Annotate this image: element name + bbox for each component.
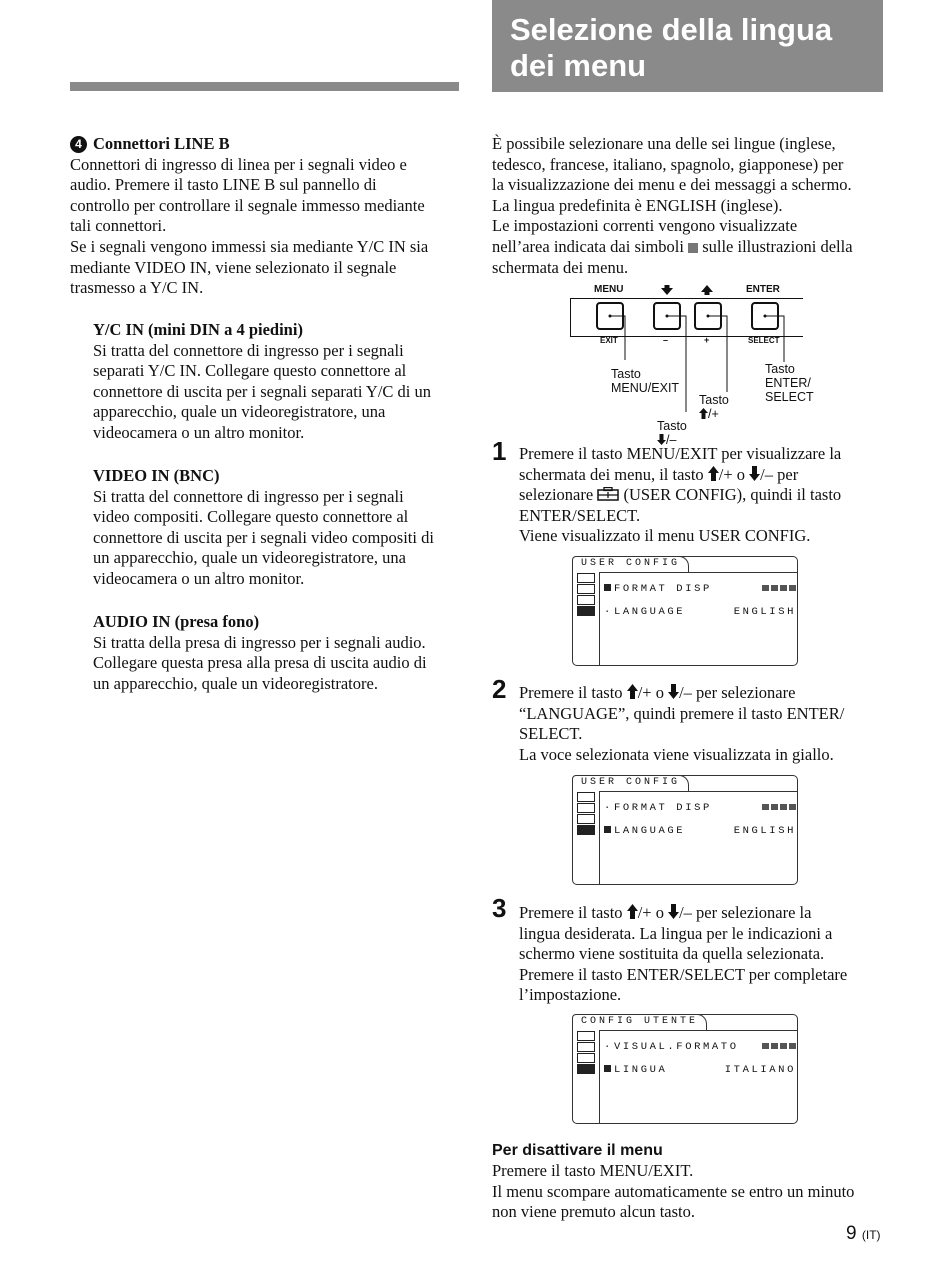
body-line: non viene premuto alcun tasto.: [492, 1202, 695, 1222]
audio-in-block: [93, 612, 465, 694]
audio-in-line: un apparecchio, quale un videoregistratore.: [93, 673, 378, 693]
intro-line: È possibile selezionare una delle sei lingue (inglese,: [492, 134, 836, 153]
down-arrow-icon: [660, 285, 674, 296]
subsection-title: Per disattivare il menu: [492, 1142, 663, 1159]
video-in-title: VIDEO IN (BNC): [93, 466, 220, 485]
audio-in-line: Collegare questa presa alla presa di uscita audio di: [93, 653, 427, 673]
step-line: Premere il tasto MENU/EXIT per visualizzare la: [519, 444, 842, 463]
section-line: controllo per controllare il segnale immesso mediante: [70, 195, 425, 215]
step-number: 3: [492, 893, 507, 923]
up-arrow-icon: [627, 904, 638, 919]
enter-label: ENTER: [746, 284, 780, 295]
picture-icon: [577, 792, 595, 802]
plus-box-icon: [577, 595, 595, 605]
up-arrow-icon: [627, 684, 638, 699]
plus-box-icon: [577, 814, 595, 824]
plus-box-icon: [577, 1053, 595, 1063]
intro-line: Le impostazioni correnti vengono visualizzate: [492, 216, 798, 236]
toolbox-icon: [577, 606, 595, 616]
audio-in-title: AUDIO IN (presa fono): [93, 612, 260, 631]
toolbox-icon: [577, 1064, 595, 1074]
value-fill-icon: [760, 583, 796, 595]
screen-tab: USER CONFIG: [572, 556, 689, 572]
exit-label: EXIT: [600, 336, 618, 345]
left-column: [70, 134, 465, 299]
step3-text: [519, 903, 889, 1006]
yc-in-line: Si tratta del connettore di ingresso per i segnali: [93, 340, 404, 360]
menu-screen-user-config: [572, 556, 798, 666]
intro-text: [492, 134, 887, 278]
intro-line: nell’area indicata dai simboli sulle illustrazioni della: [492, 236, 853, 256]
intro-line: la visualizzazione dei menu e dei messaggi a schermo.: [492, 175, 852, 195]
screen-body: [599, 572, 798, 666]
step-line: lingua desiderata. La lingua per le indicazioni a: [519, 923, 833, 943]
step-line: l’impostazione.: [519, 985, 622, 1005]
screen-body: [599, 1030, 798, 1124]
page-title: [492, 0, 883, 92]
disable-menu-section: [492, 1140, 887, 1223]
screen-row: LANGUAGE ENGLISH: [604, 825, 796, 837]
minus-label: –: [663, 335, 669, 345]
section-line: Connettori di ingresso di linea per i segnali video e: [70, 154, 407, 174]
video-in-line: un apparecchio, quale un videoregistratore, una: [93, 548, 406, 568]
video-in-line: videocamera o un altro monitor.: [93, 568, 305, 588]
up-arrow-icon: [700, 285, 714, 296]
body-line: Premere il tasto MENU/EXIT.: [492, 1161, 694, 1180]
menu-label: MENU: [594, 284, 624, 295]
toolbox-icon: [577, 825, 595, 835]
screen-row: LINGUA ITALIANO: [604, 1064, 796, 1076]
menu-icon: [577, 803, 595, 813]
yc-in-line: apparecchio, quale un videoregistratore, una: [93, 402, 386, 422]
menu-screen-user-config-language: [572, 775, 798, 885]
menu-screen-config-utente: [572, 1014, 798, 1124]
step-number: 1: [492, 436, 507, 466]
picture-icon: [577, 1031, 595, 1041]
audio-in-line: Si tratta della presa di ingresso per i segnali audio.: [93, 632, 426, 652]
video-in-line: connettore di uscita per i segnali video compositi di: [93, 527, 434, 547]
page-title-line1: Selezione della lingua: [510, 12, 833, 47]
step-line: SELECT.: [519, 724, 583, 744]
up-arrow-icon: [708, 466, 719, 481]
step2-text: [519, 683, 889, 765]
yc-in-line: connettore di uscita per i segnali separati Y/C di un: [93, 381, 432, 401]
toolbox-icon: [597, 487, 619, 501]
screen-icon-column: [577, 1031, 599, 1075]
step-line: “LANGUAGE”, quindi premere il tasto ENTER/: [519, 703, 845, 723]
select-label: SELECT: [748, 336, 780, 345]
intro-line: schermata dei menu.: [492, 257, 629, 277]
picture-icon: [577, 573, 595, 583]
header-rule: [70, 82, 459, 91]
video-in-block: [93, 466, 465, 590]
section-title: Connettori LINE B: [93, 134, 230, 153]
screen-row: FORMAT DISP: [604, 583, 796, 595]
callout-menu-exit: Tasto MENU/EXIT: [611, 367, 680, 395]
yc-in-line: videocamera o un altro monitor.: [93, 422, 305, 442]
screen-row: ·VISUAL.FORMATO: [604, 1041, 796, 1053]
step-line: schermo viene sostituita da quella selezionata.: [519, 944, 825, 964]
step-line: ENTER/SELECT.: [519, 505, 641, 525]
screen-body: [599, 791, 798, 885]
section-line: mediante VIDEO IN, viene selezionato il segnale: [70, 257, 397, 277]
callout-down: Tasto /–: [657, 419, 687, 447]
page-title-line2: dei menu: [510, 48, 647, 83]
step-line: Premere il tasto /+ o /– per selezionare: [519, 683, 796, 702]
section-heading: [70, 134, 465, 155]
plus-label: +: [704, 335, 710, 345]
screen-icon-column: [577, 573, 599, 617]
step-line: La voce selezionata viene visualizzata in giallo.: [519, 744, 834, 764]
value-fill-icon: [760, 1041, 796, 1053]
page-number: 9 (IT): [846, 1223, 881, 1244]
up-arrow-icon: [699, 408, 708, 419]
section-number-badge: 4: [70, 136, 87, 153]
setting-marker-icon: [688, 243, 698, 253]
down-arrow-icon: [668, 684, 679, 699]
yc-in-line: separati Y/C IN. Collegare questo connettore al: [93, 361, 407, 381]
screen-row: ·LANGUAGE ENGLISH: [604, 606, 796, 618]
callout-enter-select: Tasto ENTER/ SELECT: [765, 362, 814, 404]
section-line: trasmesso a Y/C IN.: [70, 278, 204, 298]
video-in-line: Si tratta del connettore di ingresso per i segnali: [93, 486, 404, 506]
section-line: tali connettori.: [70, 216, 167, 236]
video-in-line: video compositi. Collegare questo connettore al: [93, 507, 409, 527]
step-number: 2: [492, 674, 507, 704]
section-line: Se i segnali vengono immessi sia mediante Y/C IN sia: [70, 236, 429, 256]
step-line: schermata dei menu, il tasto /+ o /– per: [519, 464, 799, 484]
step-line: selezionare (USER CONFIG), quindi il tasto: [519, 485, 842, 505]
callout-up: Tasto /+: [699, 393, 729, 421]
intro-line: La lingua predefinita è ENGLISH (inglese).: [492, 195, 783, 215]
screen-row: ·FORMAT DISP: [604, 802, 796, 814]
value-fill-icon: [760, 802, 796, 814]
menu-icon: [577, 1042, 595, 1052]
screen-tab: USER CONFIG: [572, 775, 689, 791]
menu-icon: [577, 584, 595, 594]
section-line: audio. Premere il tasto LINE B sul pannello di: [70, 175, 377, 195]
step-line: Premere il tasto ENTER/SELECT per completare: [519, 964, 848, 984]
yc-in-block: [93, 320, 465, 444]
body-line: Il menu scompare automaticamente se entro un minuto: [492, 1181, 855, 1201]
step1-text: [519, 444, 889, 547]
screen-tab: CONFIG UTENTE: [572, 1014, 707, 1030]
step-line: Viene visualizzato il menu USER CONFIG.: [519, 526, 811, 546]
down-arrow-icon: [668, 904, 679, 919]
step-line: Premere il tasto /+ o /– per selezionare la: [519, 903, 812, 922]
down-arrow-icon: [749, 466, 760, 481]
intro-line: tedesco, francese, italiano, spagnolo, giapponese) per: [492, 154, 844, 174]
yc-in-title: Y/C IN (mini DIN a 4 piedini): [93, 320, 303, 339]
screen-icon-column: [577, 792, 599, 836]
